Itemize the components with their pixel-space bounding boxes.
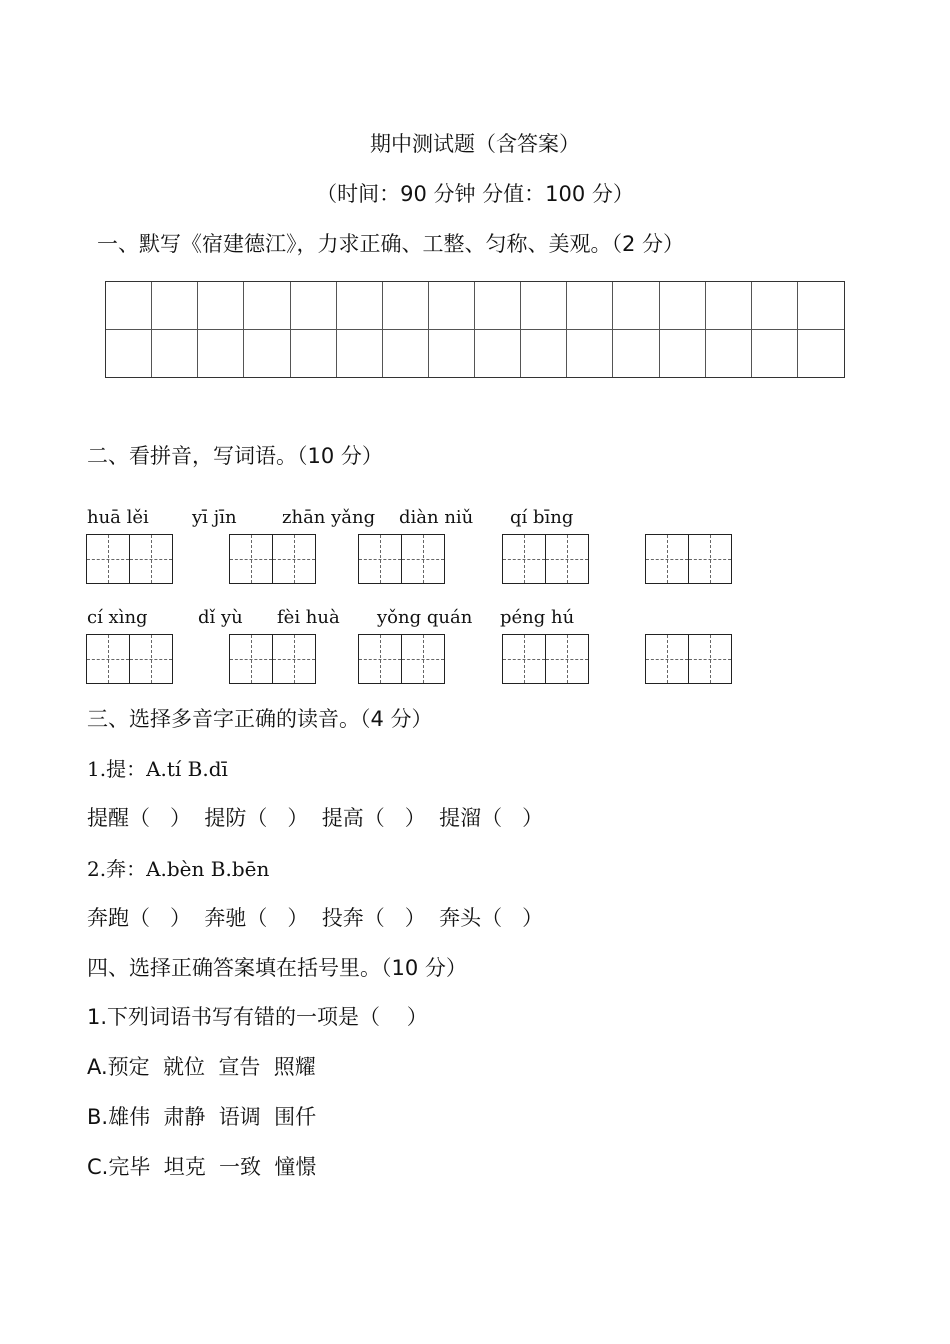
answer-box[interactable] [502, 634, 589, 684]
grid-cell[interactable] [521, 330, 567, 378]
grid-cell[interactable] [706, 282, 752, 330]
grid-cell[interactable] [291, 330, 337, 378]
grid-cell[interactable] [798, 282, 844, 330]
pinyin-label: cí xìng [87, 607, 148, 628]
grid-cell[interactable] [475, 282, 521, 330]
answer-box[interactable] [86, 534, 173, 584]
grid-cell[interactable] [244, 330, 290, 378]
answer-box[interactable] [502, 534, 589, 584]
page-subtitle: （时间：90 分钟 分值：100 分） [316, 182, 634, 206]
grid-cell[interactable] [706, 330, 752, 378]
pinyin-label: dǐ yù [198, 607, 243, 628]
answer-box[interactable] [645, 534, 732, 584]
pinyin-label: huā lěi [87, 507, 149, 528]
grid-cell[interactable] [152, 282, 198, 330]
grid-cell[interactable] [567, 282, 613, 330]
grid-cell[interactable] [152, 330, 198, 378]
pinyin-label: yī jīn [192, 507, 237, 528]
grid-cell[interactable] [291, 282, 337, 330]
pinyin-label: péng hú [500, 607, 575, 628]
section-4-heading: 四、选择正确答案填在括号里。（10 分） [87, 956, 467, 980]
page-title: 期中测试题（含答案） [370, 132, 580, 156]
grid-cell[interactable] [337, 330, 383, 378]
grid-cell[interactable] [613, 282, 659, 330]
answer-box[interactable] [645, 634, 732, 684]
option-c[interactable]: C.完毕 坦克 一致 憧憬 [87, 1155, 317, 1179]
answer-box[interactable] [229, 634, 316, 684]
option-a[interactable]: A.预定 就位 宣告 照耀 [87, 1055, 316, 1079]
answer-box[interactable] [358, 634, 445, 684]
section-1-heading: 一、默写《宿建德江》，力求正确、工整、匀称、美观。（2 分） [97, 232, 685, 256]
grid-cell[interactable] [660, 330, 706, 378]
grid-cell[interactable] [198, 330, 244, 378]
pinyin-label: zhān yǎng [282, 507, 376, 528]
grid-cell[interactable] [752, 330, 798, 378]
grid-cell[interactable] [613, 330, 659, 378]
grid-cell[interactable] [752, 282, 798, 330]
question-1-words[interactable]: 提醒（ ） 提防（ ） 提高（ ） 提溜（ ） [87, 806, 544, 830]
grid-cell[interactable] [475, 330, 521, 378]
grid-cell[interactable] [429, 330, 475, 378]
question-text: 1.下列词语书写有错的一项是（ ） [87, 1005, 428, 1029]
pinyin-label: yǒng quán [377, 607, 473, 628]
question-2-words[interactable]: 奔跑（ ） 奔驰（ ） 投奔（ ） 奔头（ ） [87, 906, 544, 930]
grid-cell[interactable] [567, 330, 613, 378]
section-3-heading: 三、选择多音字正确的读音。（4 分） [87, 707, 433, 731]
section-2-heading: 二、看拼音，写词语。（10 分） [87, 444, 383, 468]
grid-cell[interactable] [798, 330, 844, 378]
grid-cell[interactable] [660, 282, 706, 330]
grid-cell[interactable] [198, 282, 244, 330]
question-1-prompt: 1.提：A.tí B.dī [87, 757, 228, 781]
pinyin-label: qí bīng [510, 507, 574, 528]
answer-box[interactable] [86, 634, 173, 684]
grid-cell[interactable] [429, 282, 475, 330]
grid-cell[interactable] [106, 282, 152, 330]
grid-cell[interactable] [521, 282, 567, 330]
writing-grid[interactable] [105, 281, 845, 378]
answer-box[interactable] [358, 534, 445, 584]
grid-cell[interactable] [244, 282, 290, 330]
pinyin-label: fèi huà [277, 607, 340, 628]
answer-box[interactable] [229, 534, 316, 584]
grid-cell[interactable] [383, 282, 429, 330]
grid-cell[interactable] [106, 330, 152, 378]
pinyin-label: diàn niǔ [399, 507, 474, 528]
question-2-prompt: 2.奔：A.bèn B.bēn [87, 857, 270, 881]
option-b[interactable]: B.雄伟 肃静 语调 围仟 [87, 1105, 317, 1129]
grid-cell[interactable] [337, 282, 383, 330]
grid-cell[interactable] [383, 330, 429, 378]
